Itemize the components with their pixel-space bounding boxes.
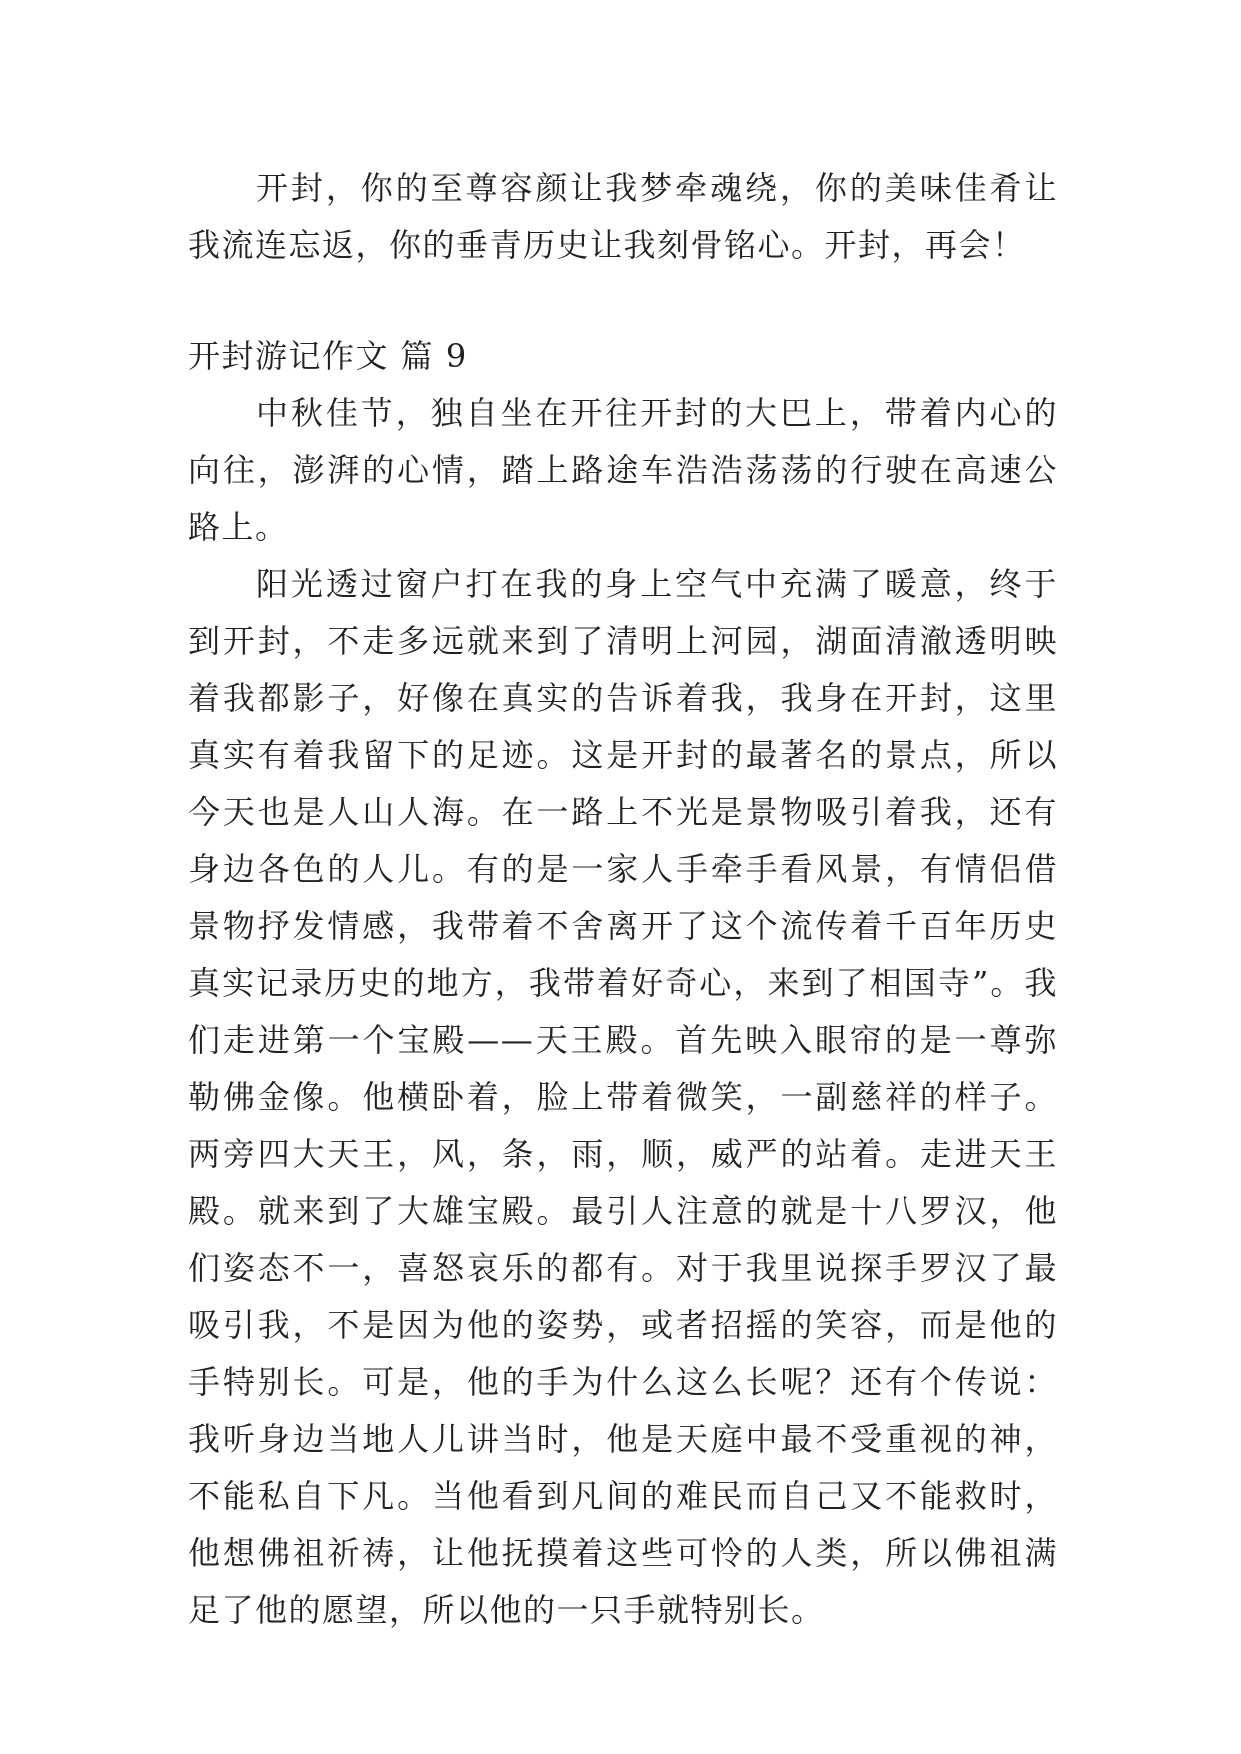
intro-paragraph: 开封，你的至尊容颜让我梦牵魂绕，你的美味佳肴让我流连忘返，你的垂青历史让我刻骨铭心。开封，再会！ [188, 169, 1058, 264]
section-heading: 开封游记作文 篇 9 [188, 337, 468, 375]
body-paragraph-2: 阳光透过窗户打在我的身上空气中充满了暖意，终于到开封，不走多远就来到了清明上河园，湖面清澈透明映着我都影子，好像在真实的告诉着我，我身在开封，这里真实有着我留下的足迹。这是开封的最著名的景点，所以今天也是人山人海。在一路上不光是景物吸引着我，还有身边各色的人儿。有的是一家人手牵手看风景，有情侣借景物抒发情感，我带着不舍离开了这个流传着千百年历史真实记录历史的地方，我带着好奇心，来到了相国寺”。我们走进第一个宝殿——天王殿。首先映入眼帘的是一尊弥勒佛金像。他横卧着，脸上带着微笑，一副慈祥的样子。两旁四大天王，风，条，雨，顺，威严的站着。走进天王殿。就来到了大雄宝殿。最引人注意的就是十八罗汉，他们姿态不一，喜怒哀乐的都有。对于我里说探手罗汉了最吸引我，不是因为他的姿势，或者招摇的笑容，而是他的手特别长。可是，他的手为什么这么长呢？还有个传说：我听身边当地人儿讲当时，他是天庭中最不受重视的神，不能私自下凡。当他看到凡间的难民而自己又不能救时，他想佛祖祈祷，让他抚摸着这些可怜的人类，所以佛祖满足了他的愿望，所以他的一只手就特别长。 [188, 565, 1058, 1629]
body-paragraph-1: 中秋佳节，独自坐在开往开封的大巴上，带着内心的向往，澎湃的心情，踏上路途车浩浩荡荡的行驶在高速公路上。 [188, 394, 1058, 546]
document-body [188, 160, 1058, 1639]
